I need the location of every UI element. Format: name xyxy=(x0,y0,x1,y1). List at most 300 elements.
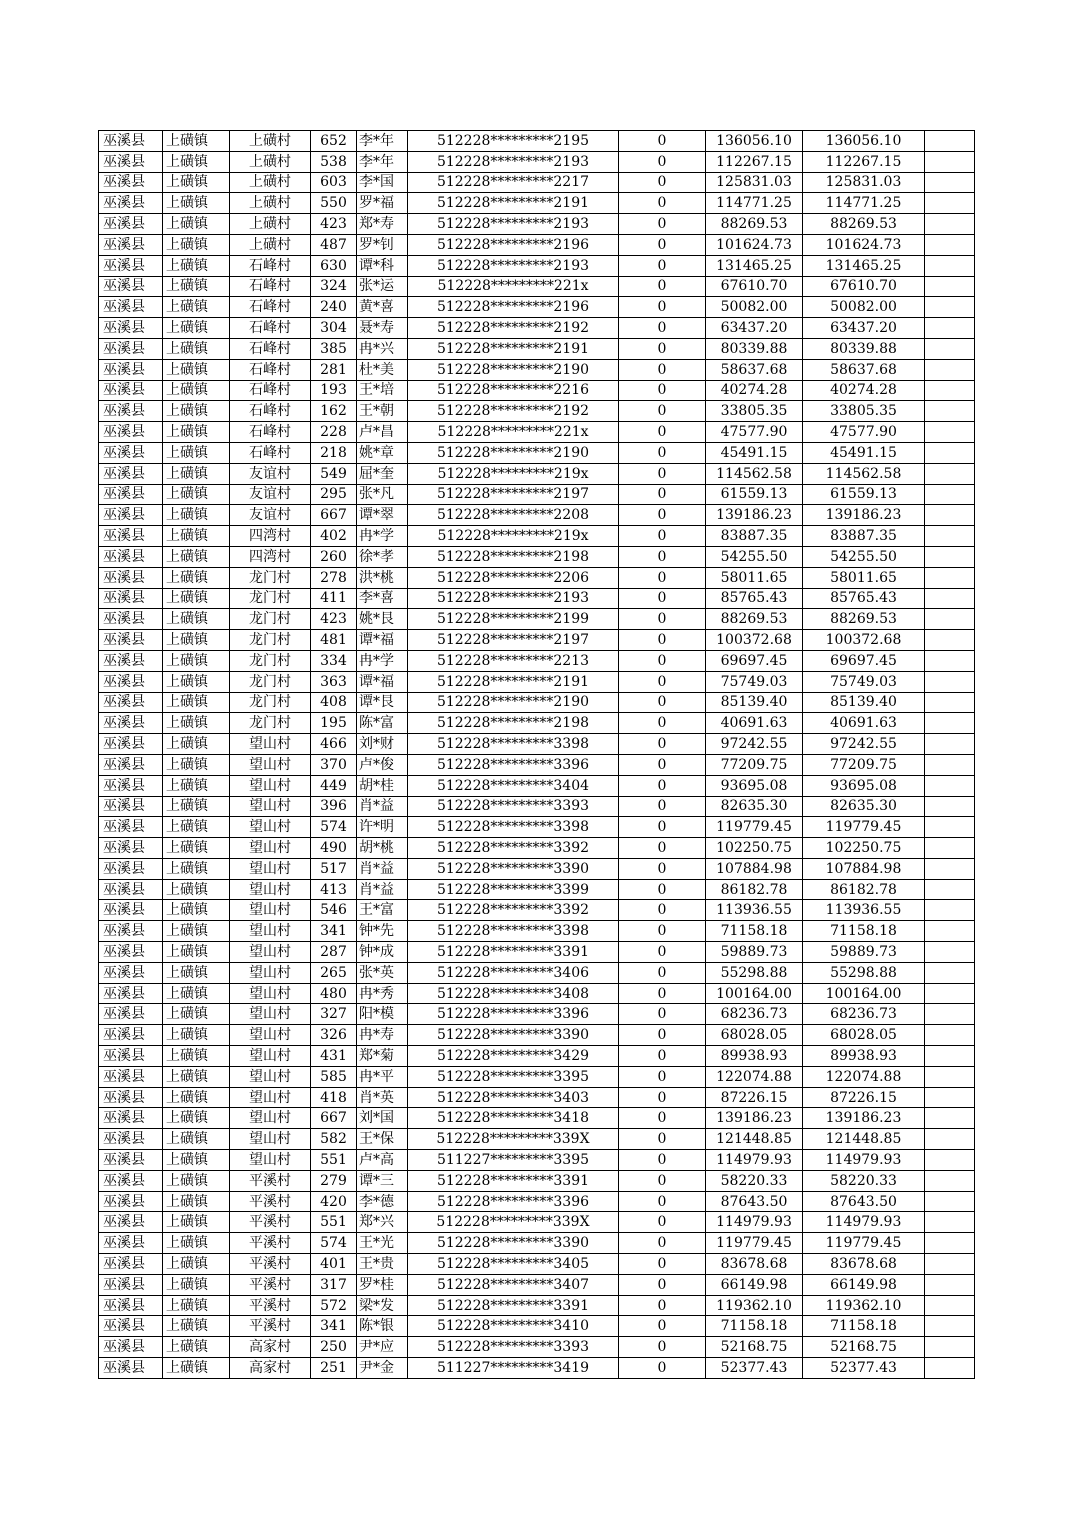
remark-cell xyxy=(925,754,975,775)
amount-cell: 68236.73 xyxy=(706,1004,803,1025)
remark-cell xyxy=(925,796,975,817)
county-cell: 巫溪县 xyxy=(99,131,163,152)
village-cell: 望山村 xyxy=(230,1087,311,1108)
name-cell: 李*年 xyxy=(357,131,408,152)
area-cell: 370 xyxy=(311,754,357,775)
total-amount-cell: 101624.73 xyxy=(803,234,925,255)
table-row xyxy=(99,879,975,900)
zero-value-cell: 0 xyxy=(619,671,706,692)
remark-cell xyxy=(925,1046,975,1067)
amount-cell: 68028.05 xyxy=(706,1025,803,1046)
id-number-cell: 512228*********3399 xyxy=(408,879,619,900)
village-cell: 望山村 xyxy=(230,858,311,879)
name-cell: 肖*英 xyxy=(357,1087,408,1108)
village-cell: 平溪村 xyxy=(230,1254,311,1275)
zero-value-cell: 0 xyxy=(619,172,706,193)
village-cell: 上磺村 xyxy=(230,193,311,214)
amount-cell: 119779.45 xyxy=(706,1233,803,1254)
remark-cell xyxy=(925,817,975,838)
table-row xyxy=(99,338,975,359)
county-cell: 巫溪县 xyxy=(99,318,163,339)
county-cell: 巫溪县 xyxy=(99,754,163,775)
name-cell: 卢*俊 xyxy=(357,754,408,775)
area-cell: 287 xyxy=(311,942,357,963)
town-cell: 上磺镇 xyxy=(163,650,230,671)
table-row xyxy=(99,442,975,463)
village-cell: 高家村 xyxy=(230,1358,311,1379)
amount-cell: 121448.85 xyxy=(706,1129,803,1150)
id-number-cell: 512228*********3393 xyxy=(408,796,619,817)
zero-value-cell: 0 xyxy=(619,1254,706,1275)
table-row xyxy=(99,775,975,796)
table-row xyxy=(99,754,975,775)
total-amount-cell: 75749.03 xyxy=(803,671,925,692)
town-cell: 上磺镇 xyxy=(163,1274,230,1295)
zero-value-cell: 0 xyxy=(619,338,706,359)
total-amount-cell: 69697.45 xyxy=(803,650,925,671)
id-number-cell: 512228*********2197 xyxy=(408,484,619,505)
table-row xyxy=(99,1212,975,1233)
county-cell: 巫溪县 xyxy=(99,1108,163,1129)
table-row xyxy=(99,1191,975,1212)
area-cell: 304 xyxy=(311,318,357,339)
zero-value-cell: 0 xyxy=(619,1316,706,1337)
table-row xyxy=(99,713,975,734)
amount-cell: 75749.03 xyxy=(706,671,803,692)
area-cell: 408 xyxy=(311,692,357,713)
table-row xyxy=(99,526,975,547)
village-cell: 龙门村 xyxy=(230,713,311,734)
town-cell: 上磺镇 xyxy=(163,567,230,588)
area-cell: 385 xyxy=(311,338,357,359)
county-cell: 巫溪县 xyxy=(99,463,163,484)
total-amount-cell: 119362.10 xyxy=(803,1295,925,1316)
id-number-cell: 512228*********2198 xyxy=(408,546,619,567)
total-amount-cell: 85765.43 xyxy=(803,588,925,609)
village-cell: 龙门村 xyxy=(230,671,311,692)
name-cell: 肖*益 xyxy=(357,858,408,879)
id-number-cell: 512228*********2199 xyxy=(408,609,619,630)
table-row xyxy=(99,692,975,713)
town-cell: 上磺镇 xyxy=(163,1129,230,1150)
zero-value-cell: 0 xyxy=(619,359,706,380)
amount-cell: 88269.53 xyxy=(706,214,803,235)
total-amount-cell: 113936.55 xyxy=(803,900,925,921)
zero-value-cell: 0 xyxy=(619,1150,706,1171)
amount-cell: 33805.35 xyxy=(706,401,803,422)
zero-value-cell: 0 xyxy=(619,650,706,671)
id-number-cell: 512228*********3393 xyxy=(408,1337,619,1358)
amount-cell: 125831.03 xyxy=(706,172,803,193)
id-number-cell: 512228*********221x xyxy=(408,422,619,443)
id-number-cell: 512228*********3403 xyxy=(408,1087,619,1108)
village-cell: 上磺村 xyxy=(230,131,311,152)
county-cell: 巫溪县 xyxy=(99,526,163,547)
area-cell: 195 xyxy=(311,713,357,734)
id-number-cell: 512228*********3391 xyxy=(408,1295,619,1316)
town-cell: 上磺镇 xyxy=(163,151,230,172)
table-row xyxy=(99,380,975,401)
id-number-cell: 512228*********2193 xyxy=(408,588,619,609)
town-cell: 上磺镇 xyxy=(163,588,230,609)
county-cell: 巫溪县 xyxy=(99,338,163,359)
remark-cell xyxy=(925,1191,975,1212)
county-cell: 巫溪县 xyxy=(99,172,163,193)
table-row xyxy=(99,214,975,235)
remark-cell xyxy=(925,1274,975,1295)
zero-value-cell: 0 xyxy=(619,380,706,401)
id-number-cell: 512228*********3398 xyxy=(408,734,619,755)
name-cell: 冉*平 xyxy=(357,1066,408,1087)
remark-cell xyxy=(925,422,975,443)
amount-cell: 83887.35 xyxy=(706,526,803,547)
village-cell: 友谊村 xyxy=(230,463,311,484)
village-cell: 龙门村 xyxy=(230,650,311,671)
table-row xyxy=(99,1004,975,1025)
table-row xyxy=(99,1295,975,1316)
area-cell: 363 xyxy=(311,671,357,692)
town-cell: 上磺镇 xyxy=(163,817,230,838)
name-cell: 李*国 xyxy=(357,172,408,193)
name-cell: 刘*国 xyxy=(357,1108,408,1129)
table-row xyxy=(99,131,975,152)
name-cell: 胡*桂 xyxy=(357,775,408,796)
id-number-cell: 512228*********2193 xyxy=(408,214,619,235)
town-cell: 上磺镇 xyxy=(163,1191,230,1212)
amount-cell: 88269.53 xyxy=(706,609,803,630)
town-cell: 上磺镇 xyxy=(163,754,230,775)
total-amount-cell: 59889.73 xyxy=(803,942,925,963)
zero-value-cell: 0 xyxy=(619,817,706,838)
zero-value-cell: 0 xyxy=(619,942,706,963)
county-cell: 巫溪县 xyxy=(99,255,163,276)
area-cell: 423 xyxy=(311,609,357,630)
village-cell: 友谊村 xyxy=(230,484,311,505)
town-cell: 上磺镇 xyxy=(163,546,230,567)
zero-value-cell: 0 xyxy=(619,1337,706,1358)
county-cell: 巫溪县 xyxy=(99,193,163,214)
amount-cell: 58637.68 xyxy=(706,359,803,380)
amount-cell: 85765.43 xyxy=(706,588,803,609)
table-row xyxy=(99,1358,975,1379)
village-cell: 望山村 xyxy=(230,754,311,775)
area-cell: 281 xyxy=(311,359,357,380)
remark-cell xyxy=(925,734,975,755)
name-cell: 卢*高 xyxy=(357,1150,408,1171)
amount-cell: 107884.98 xyxy=(706,858,803,879)
area-cell: 326 xyxy=(311,1025,357,1046)
table-row xyxy=(99,1316,975,1337)
county-cell: 巫溪县 xyxy=(99,505,163,526)
total-amount-cell: 102250.75 xyxy=(803,838,925,859)
zero-value-cell: 0 xyxy=(619,526,706,547)
total-amount-cell: 71158.18 xyxy=(803,921,925,942)
county-cell: 巫溪县 xyxy=(99,1295,163,1316)
table-row xyxy=(99,1108,975,1129)
town-cell: 上磺镇 xyxy=(163,1337,230,1358)
total-amount-cell: 67610.70 xyxy=(803,276,925,297)
area-cell: 517 xyxy=(311,858,357,879)
total-amount-cell: 45491.15 xyxy=(803,442,925,463)
id-number-cell: 512228*********2196 xyxy=(408,234,619,255)
amount-cell: 93695.08 xyxy=(706,775,803,796)
total-amount-cell: 88269.53 xyxy=(803,609,925,630)
town-cell: 上磺镇 xyxy=(163,671,230,692)
name-cell: 张*英 xyxy=(357,962,408,983)
table-row xyxy=(99,172,975,193)
county-cell: 巫溪县 xyxy=(99,692,163,713)
zero-value-cell: 0 xyxy=(619,151,706,172)
amount-cell: 50082.00 xyxy=(706,297,803,318)
id-number-cell: 512228*********3391 xyxy=(408,942,619,963)
id-number-cell: 512228*********3398 xyxy=(408,921,619,942)
id-number-cell: 512228*********3392 xyxy=(408,900,619,921)
village-cell: 四湾村 xyxy=(230,526,311,547)
id-number-cell: 512228*********2195 xyxy=(408,131,619,152)
total-amount-cell: 87643.50 xyxy=(803,1191,925,1212)
name-cell: 徐*孝 xyxy=(357,546,408,567)
name-cell: 郑*菊 xyxy=(357,1046,408,1067)
table-row xyxy=(99,422,975,443)
remark-cell xyxy=(925,484,975,505)
name-cell: 屈*奎 xyxy=(357,463,408,484)
village-cell: 平溪村 xyxy=(230,1212,311,1233)
county-cell: 巫溪县 xyxy=(99,630,163,651)
amount-cell: 86182.78 xyxy=(706,879,803,900)
village-cell: 石峰村 xyxy=(230,359,311,380)
area-cell: 603 xyxy=(311,172,357,193)
town-cell: 上磺镇 xyxy=(163,1233,230,1254)
id-number-cell: 512228*********3390 xyxy=(408,1233,619,1254)
total-amount-cell: 58637.68 xyxy=(803,359,925,380)
name-cell: 王*富 xyxy=(357,900,408,921)
id-number-cell: 512228*********2192 xyxy=(408,318,619,339)
town-cell: 上磺镇 xyxy=(163,1066,230,1087)
zero-value-cell: 0 xyxy=(619,401,706,422)
remark-cell xyxy=(925,838,975,859)
id-number-cell: 512228*********3395 xyxy=(408,1066,619,1087)
area-cell: 423 xyxy=(311,214,357,235)
total-amount-cell: 114979.93 xyxy=(803,1150,925,1171)
county-cell: 巫溪县 xyxy=(99,567,163,588)
town-cell: 上磺镇 xyxy=(163,962,230,983)
village-cell: 望山村 xyxy=(230,1150,311,1171)
name-cell: 肖*益 xyxy=(357,796,408,817)
amount-cell: 119779.45 xyxy=(706,817,803,838)
county-cell: 巫溪县 xyxy=(99,1212,163,1233)
id-number-cell: 512228*********2217 xyxy=(408,172,619,193)
table-row xyxy=(99,630,975,651)
area-cell: 228 xyxy=(311,422,357,443)
total-amount-cell: 119779.45 xyxy=(803,1233,925,1254)
county-cell: 巫溪县 xyxy=(99,609,163,630)
area-cell: 278 xyxy=(311,567,357,588)
remark-cell xyxy=(925,380,975,401)
zero-value-cell: 0 xyxy=(619,588,706,609)
remark-cell xyxy=(925,255,975,276)
county-cell: 巫溪县 xyxy=(99,734,163,755)
id-number-cell: 512228*********2208 xyxy=(408,505,619,526)
area-cell: 396 xyxy=(311,796,357,817)
town-cell: 上磺镇 xyxy=(163,1358,230,1379)
county-cell: 巫溪县 xyxy=(99,921,163,942)
table-row xyxy=(99,276,975,297)
county-cell: 巫溪县 xyxy=(99,1129,163,1150)
county-cell: 巫溪县 xyxy=(99,1254,163,1275)
town-cell: 上磺镇 xyxy=(163,692,230,713)
area-cell: 574 xyxy=(311,1233,357,1254)
total-amount-cell: 58011.65 xyxy=(803,567,925,588)
village-cell: 高家村 xyxy=(230,1337,311,1358)
amount-cell: 58220.33 xyxy=(706,1170,803,1191)
id-number-cell: 511227*********3419 xyxy=(408,1358,619,1379)
zero-value-cell: 0 xyxy=(619,1129,706,1150)
amount-cell: 122074.88 xyxy=(706,1066,803,1087)
table-row xyxy=(99,838,975,859)
remark-cell xyxy=(925,1358,975,1379)
amount-cell: 63437.20 xyxy=(706,318,803,339)
remark-cell xyxy=(925,151,975,172)
name-cell: 王*光 xyxy=(357,1233,408,1254)
town-cell: 上磺镇 xyxy=(163,1046,230,1067)
town-cell: 上磺镇 xyxy=(163,505,230,526)
town-cell: 上磺镇 xyxy=(163,838,230,859)
area-cell: 324 xyxy=(311,276,357,297)
amount-cell: 69697.45 xyxy=(706,650,803,671)
area-cell: 411 xyxy=(311,588,357,609)
id-number-cell: 512228*********2192 xyxy=(408,401,619,422)
village-cell: 平溪村 xyxy=(230,1274,311,1295)
town-cell: 上磺镇 xyxy=(163,401,230,422)
town-cell: 上磺镇 xyxy=(163,775,230,796)
county-cell: 巫溪县 xyxy=(99,1233,163,1254)
id-number-cell: 512228*********2196 xyxy=(408,297,619,318)
table-row xyxy=(99,796,975,817)
area-cell: 317 xyxy=(311,1274,357,1295)
village-cell: 上磺村 xyxy=(230,234,311,255)
area-cell: 341 xyxy=(311,1316,357,1337)
id-number-cell: 512228*********339X xyxy=(408,1129,619,1150)
id-number-cell: 512228*********3396 xyxy=(408,1004,619,1025)
name-cell: 尹*应 xyxy=(357,1337,408,1358)
amount-cell: 77209.75 xyxy=(706,754,803,775)
village-cell: 望山村 xyxy=(230,1046,311,1067)
amount-cell: 136056.10 xyxy=(706,131,803,152)
name-cell: 姚*章 xyxy=(357,442,408,463)
town-cell: 上磺镇 xyxy=(163,463,230,484)
remark-cell xyxy=(925,338,975,359)
county-cell: 巫溪县 xyxy=(99,588,163,609)
name-cell: 郑*兴 xyxy=(357,1212,408,1233)
town-cell: 上磺镇 xyxy=(163,442,230,463)
name-cell: 王*朝 xyxy=(357,401,408,422)
table-row xyxy=(99,1046,975,1067)
area-cell: 250 xyxy=(311,1337,357,1358)
town-cell: 上磺镇 xyxy=(163,255,230,276)
total-amount-cell: 52377.43 xyxy=(803,1358,925,1379)
table-row xyxy=(99,983,975,1004)
zero-value-cell: 0 xyxy=(619,775,706,796)
table-row xyxy=(99,1087,975,1108)
total-amount-cell: 88269.53 xyxy=(803,214,925,235)
zero-value-cell: 0 xyxy=(619,692,706,713)
amount-cell: 114979.93 xyxy=(706,1212,803,1233)
table-row xyxy=(99,900,975,921)
name-cell: 罗*福 xyxy=(357,193,408,214)
county-cell: 巫溪县 xyxy=(99,1274,163,1295)
total-amount-cell: 114562.58 xyxy=(803,463,925,484)
id-number-cell: 512228*********3398 xyxy=(408,817,619,838)
name-cell: 钟*成 xyxy=(357,942,408,963)
total-amount-cell: 40691.63 xyxy=(803,713,925,734)
table-row xyxy=(99,942,975,963)
amount-cell: 40691.63 xyxy=(706,713,803,734)
total-amount-cell: 121448.85 xyxy=(803,1129,925,1150)
area-cell: 538 xyxy=(311,151,357,172)
name-cell: 许*明 xyxy=(357,817,408,838)
name-cell: 杜*美 xyxy=(357,359,408,380)
county-cell: 巫溪县 xyxy=(99,879,163,900)
table-row xyxy=(99,671,975,692)
amount-cell: 119362.10 xyxy=(706,1295,803,1316)
area-cell: 341 xyxy=(311,921,357,942)
county-cell: 巫溪县 xyxy=(99,401,163,422)
amount-cell: 83678.68 xyxy=(706,1254,803,1275)
amount-cell: 114771.25 xyxy=(706,193,803,214)
village-cell: 石峰村 xyxy=(230,297,311,318)
zero-value-cell: 0 xyxy=(619,713,706,734)
amount-cell: 113936.55 xyxy=(706,900,803,921)
area-cell: 572 xyxy=(311,1295,357,1316)
town-cell: 上磺镇 xyxy=(163,858,230,879)
total-amount-cell: 33805.35 xyxy=(803,401,925,422)
id-number-cell: 512228*********221x xyxy=(408,276,619,297)
county-cell: 巫溪县 xyxy=(99,297,163,318)
zero-value-cell: 0 xyxy=(619,442,706,463)
village-cell: 望山村 xyxy=(230,734,311,755)
id-number-cell: 512228*********3407 xyxy=(408,1274,619,1295)
id-number-cell: 512228*********219x xyxy=(408,526,619,547)
remark-cell xyxy=(925,505,975,526)
total-amount-cell: 82635.30 xyxy=(803,796,925,817)
table-row xyxy=(99,151,975,172)
zero-value-cell: 0 xyxy=(619,1191,706,1212)
county-cell: 巫溪县 xyxy=(99,1025,163,1046)
county-cell: 巫溪县 xyxy=(99,442,163,463)
county-cell: 巫溪县 xyxy=(99,1170,163,1191)
town-cell: 上磺镇 xyxy=(163,1316,230,1337)
village-cell: 望山村 xyxy=(230,1004,311,1025)
remark-cell xyxy=(925,671,975,692)
zero-value-cell: 0 xyxy=(619,214,706,235)
remark-cell xyxy=(925,1170,975,1191)
remark-cell xyxy=(925,526,975,547)
zero-value-cell: 0 xyxy=(619,546,706,567)
village-cell: 龙门村 xyxy=(230,609,311,630)
town-cell: 上磺镇 xyxy=(163,900,230,921)
village-cell: 石峰村 xyxy=(230,422,311,443)
county-cell: 巫溪县 xyxy=(99,713,163,734)
amount-cell: 100372.68 xyxy=(706,630,803,651)
remark-cell xyxy=(925,276,975,297)
id-number-cell: 512228*********2190 xyxy=(408,692,619,713)
table-row xyxy=(99,1150,975,1171)
village-cell: 望山村 xyxy=(230,879,311,900)
remark-cell xyxy=(925,1108,975,1129)
town-cell: 上磺镇 xyxy=(163,1025,230,1046)
table-row xyxy=(99,463,975,484)
table-row xyxy=(99,1274,975,1295)
